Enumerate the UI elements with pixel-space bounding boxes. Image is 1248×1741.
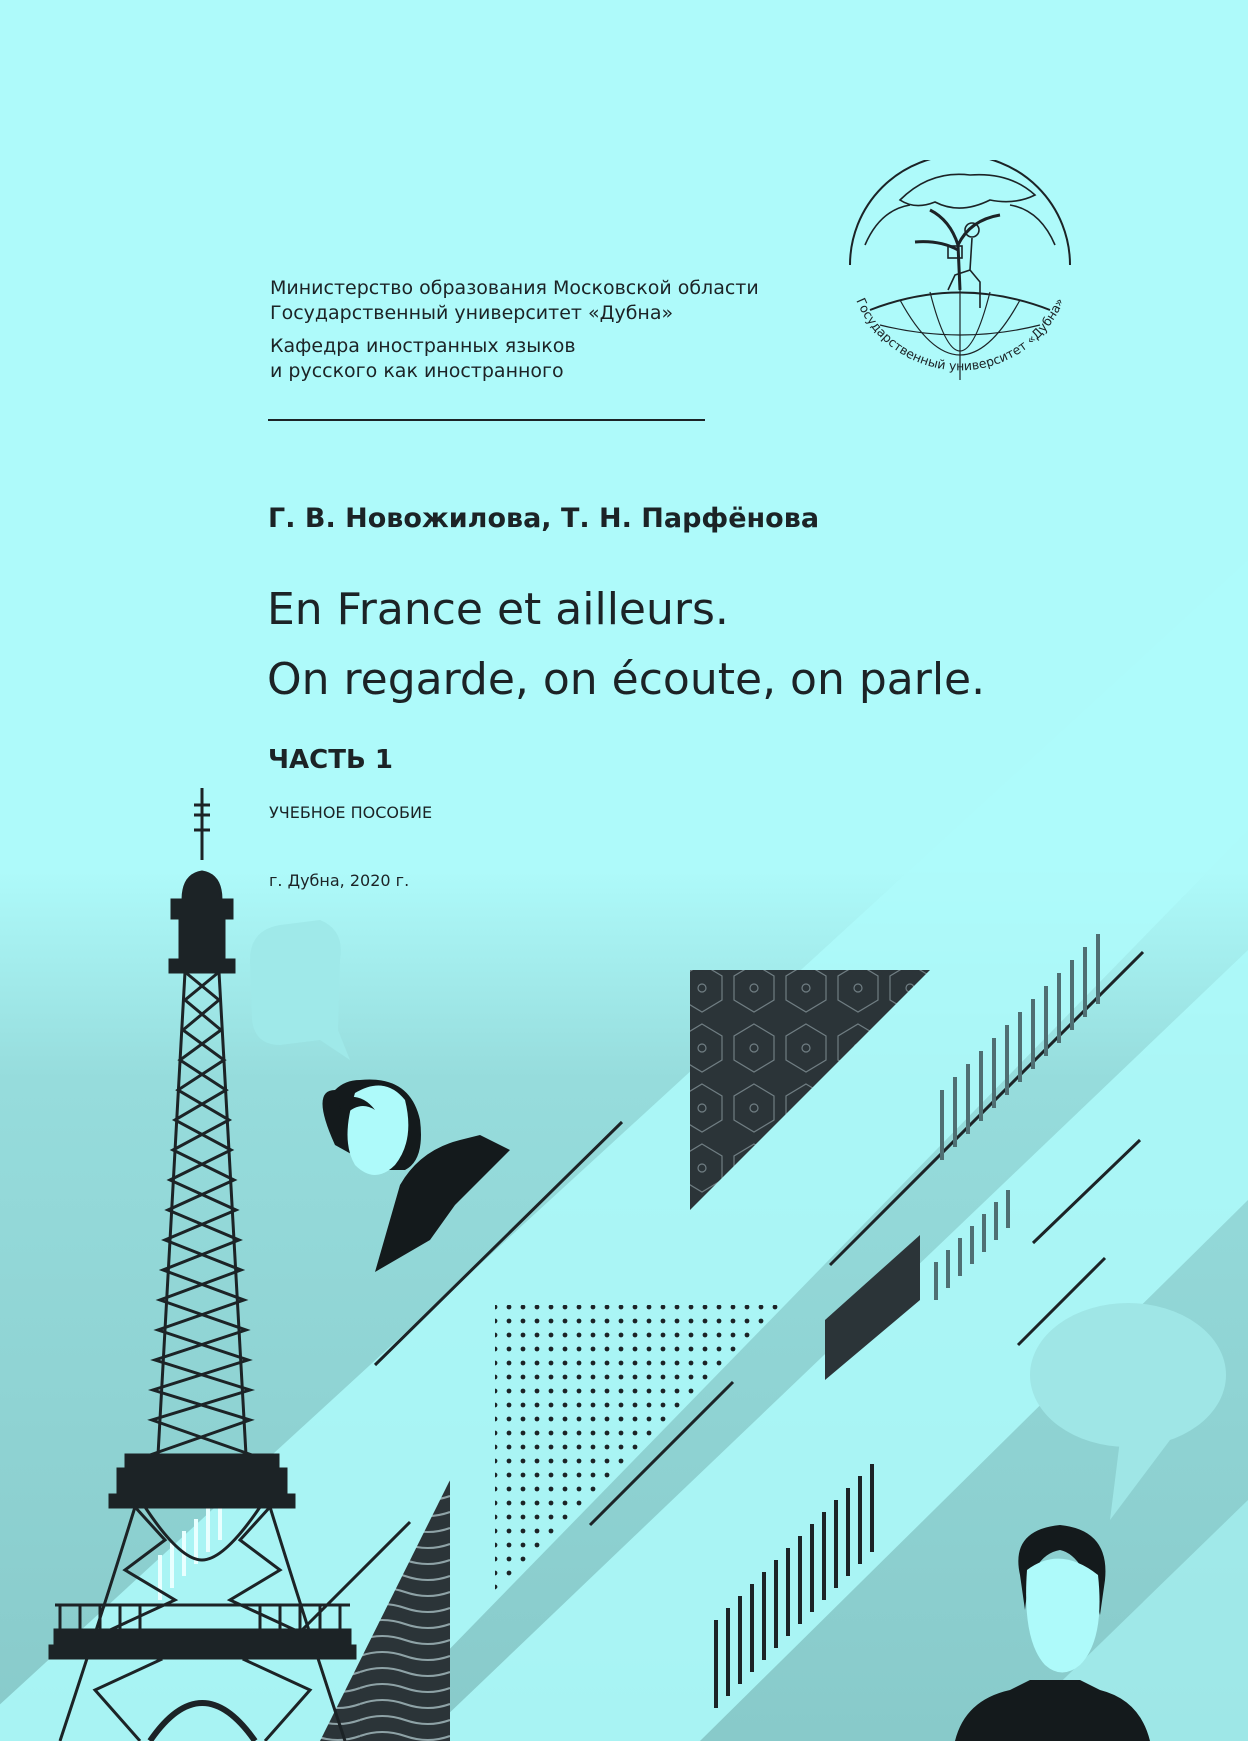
department-line-1: Кафедра иностранных языков xyxy=(270,335,576,357)
speech-bubble-icon xyxy=(250,920,350,1060)
book-title xyxy=(267,575,985,715)
authors: Г. В. Новожилова, Т. Н. Парфёнова xyxy=(268,503,820,534)
university-logo xyxy=(840,160,1080,390)
institution-block xyxy=(270,276,759,384)
part-number: ЧАСТЬ 1 xyxy=(268,745,393,775)
book-title-line-1: En France et ailleurs. xyxy=(267,584,729,635)
book-title-line-2: On regarde, on écoute, on parle. xyxy=(267,654,986,705)
book-type: УЧЕБНОЕ ПОСОБИЕ xyxy=(269,803,433,822)
logo-ring-text: Государственный университет «Дубна» xyxy=(853,295,1067,374)
university-line: Государственный университет «Дубна» xyxy=(270,302,674,324)
department-line-2: и русского как иностранного xyxy=(270,360,564,382)
divider xyxy=(268,419,705,421)
place-year: г. Дубна, 2020 г. xyxy=(269,871,410,890)
ministry-line: Министерство образования Московской области xyxy=(270,277,759,299)
